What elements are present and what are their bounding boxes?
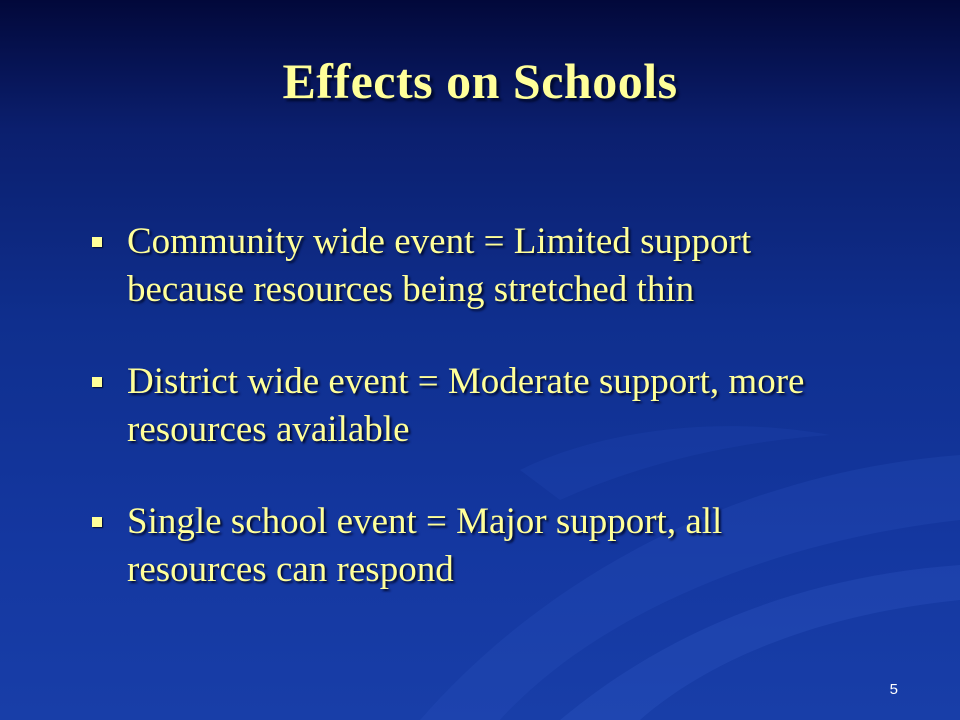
slide-title: Effects on Schools <box>282 53 678 109</box>
bullet-item <box>90 358 870 454</box>
page-number: 5 <box>889 681 898 698</box>
bullet-item <box>90 218 870 314</box>
square-bullet-icon <box>92 237 102 247</box>
square-bullet-icon <box>92 517 102 527</box>
bullet-text: Single school event = Major support, all resources can respond <box>127 501 723 590</box>
bullet-text: Community wide event = Limited support because resources being stretched thin <box>127 221 752 310</box>
bullet-item <box>90 498 870 594</box>
bullet-list <box>90 218 870 638</box>
bullet-text: District wide event = Moderate support, more resources available <box>127 361 805 450</box>
square-bullet-icon <box>92 377 102 387</box>
